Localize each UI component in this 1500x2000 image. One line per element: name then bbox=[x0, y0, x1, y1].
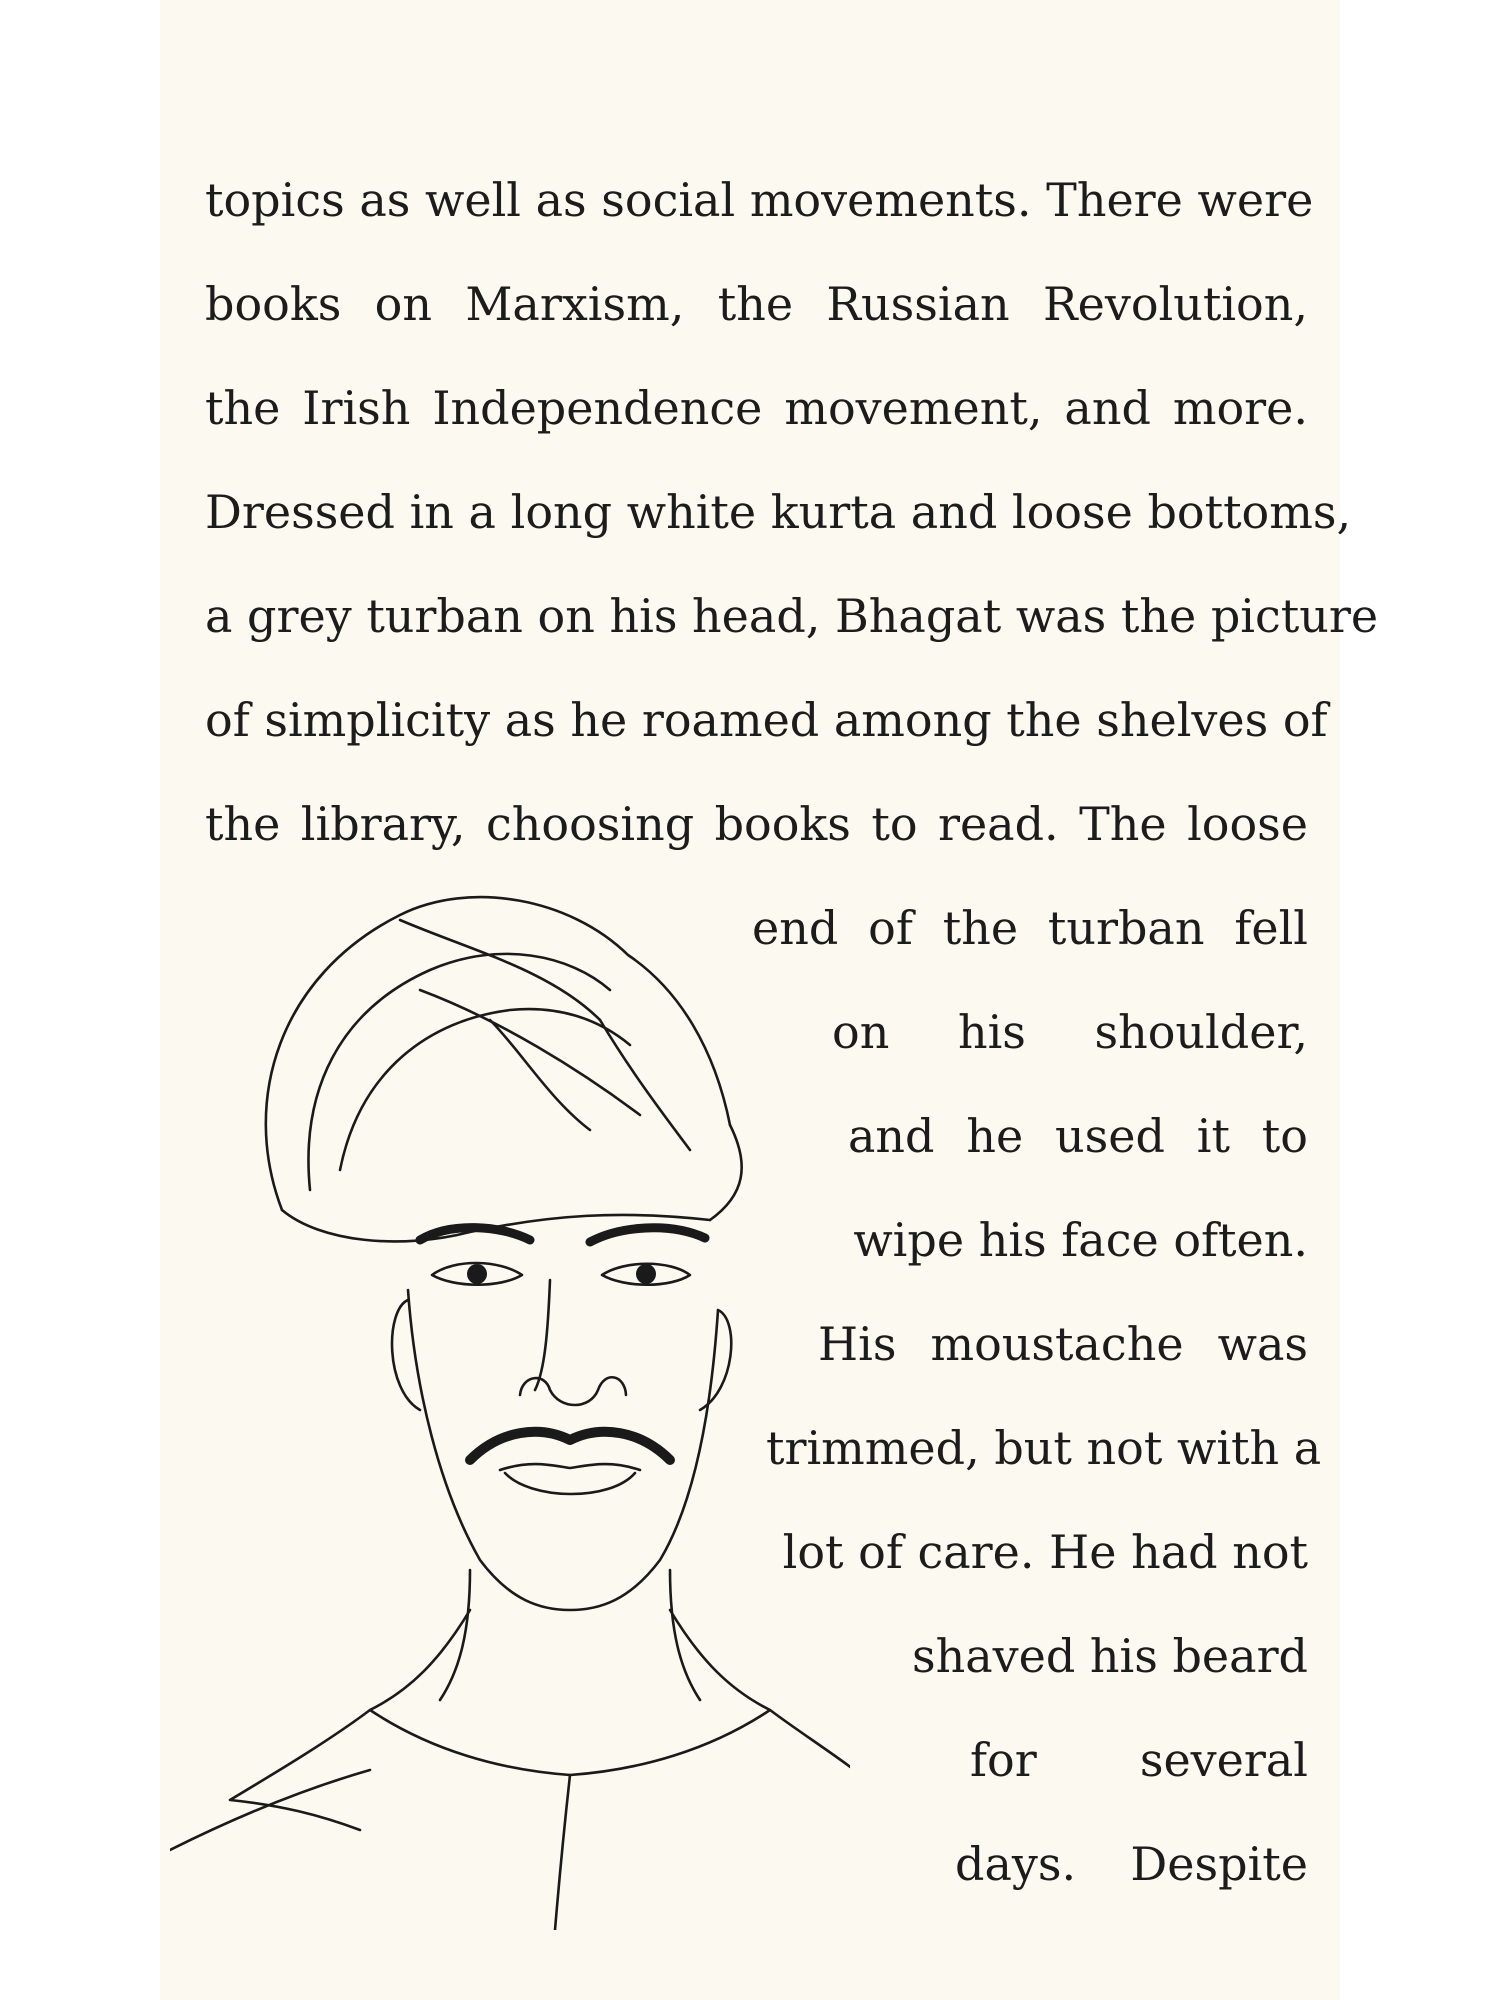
text-line: books on Marxism, the Russian Revolution, bbox=[205, 277, 1308, 331]
text-line: wipe his face often. bbox=[853, 1213, 1308, 1267]
text-line: days. Despite bbox=[955, 1837, 1308, 1891]
text-line: for several bbox=[970, 1733, 1308, 1787]
text-line: and he used it to bbox=[848, 1109, 1308, 1163]
portrait-illustration bbox=[170, 870, 850, 1930]
text-line: His moustache was bbox=[818, 1317, 1308, 1371]
text-line: lot of care. He had not bbox=[782, 1525, 1308, 1579]
text-line: shaved his beard bbox=[911, 1629, 1308, 1683]
right-pupil bbox=[636, 1264, 656, 1284]
text-line: the library, choosing books to read. The loose bbox=[205, 797, 1308, 851]
text-line: the Irish Independence movement, and more. bbox=[205, 381, 1308, 435]
text-line: end of the turban fell bbox=[752, 901, 1308, 955]
text-line: a grey turban on his head, Bhagat was the picture bbox=[205, 589, 1379, 643]
text-line: topics as well as social movements. There were bbox=[205, 173, 1314, 227]
left-pupil bbox=[467, 1264, 487, 1284]
text-line: Dressed in a long white kurta and loose bottoms, bbox=[205, 485, 1352, 539]
text-line: on his shoulder, bbox=[832, 1005, 1308, 1059]
text-line: trimmed, but not with a bbox=[766, 1421, 1322, 1475]
text-line: of simplicity as he roamed among the shelves of bbox=[205, 693, 1328, 747]
